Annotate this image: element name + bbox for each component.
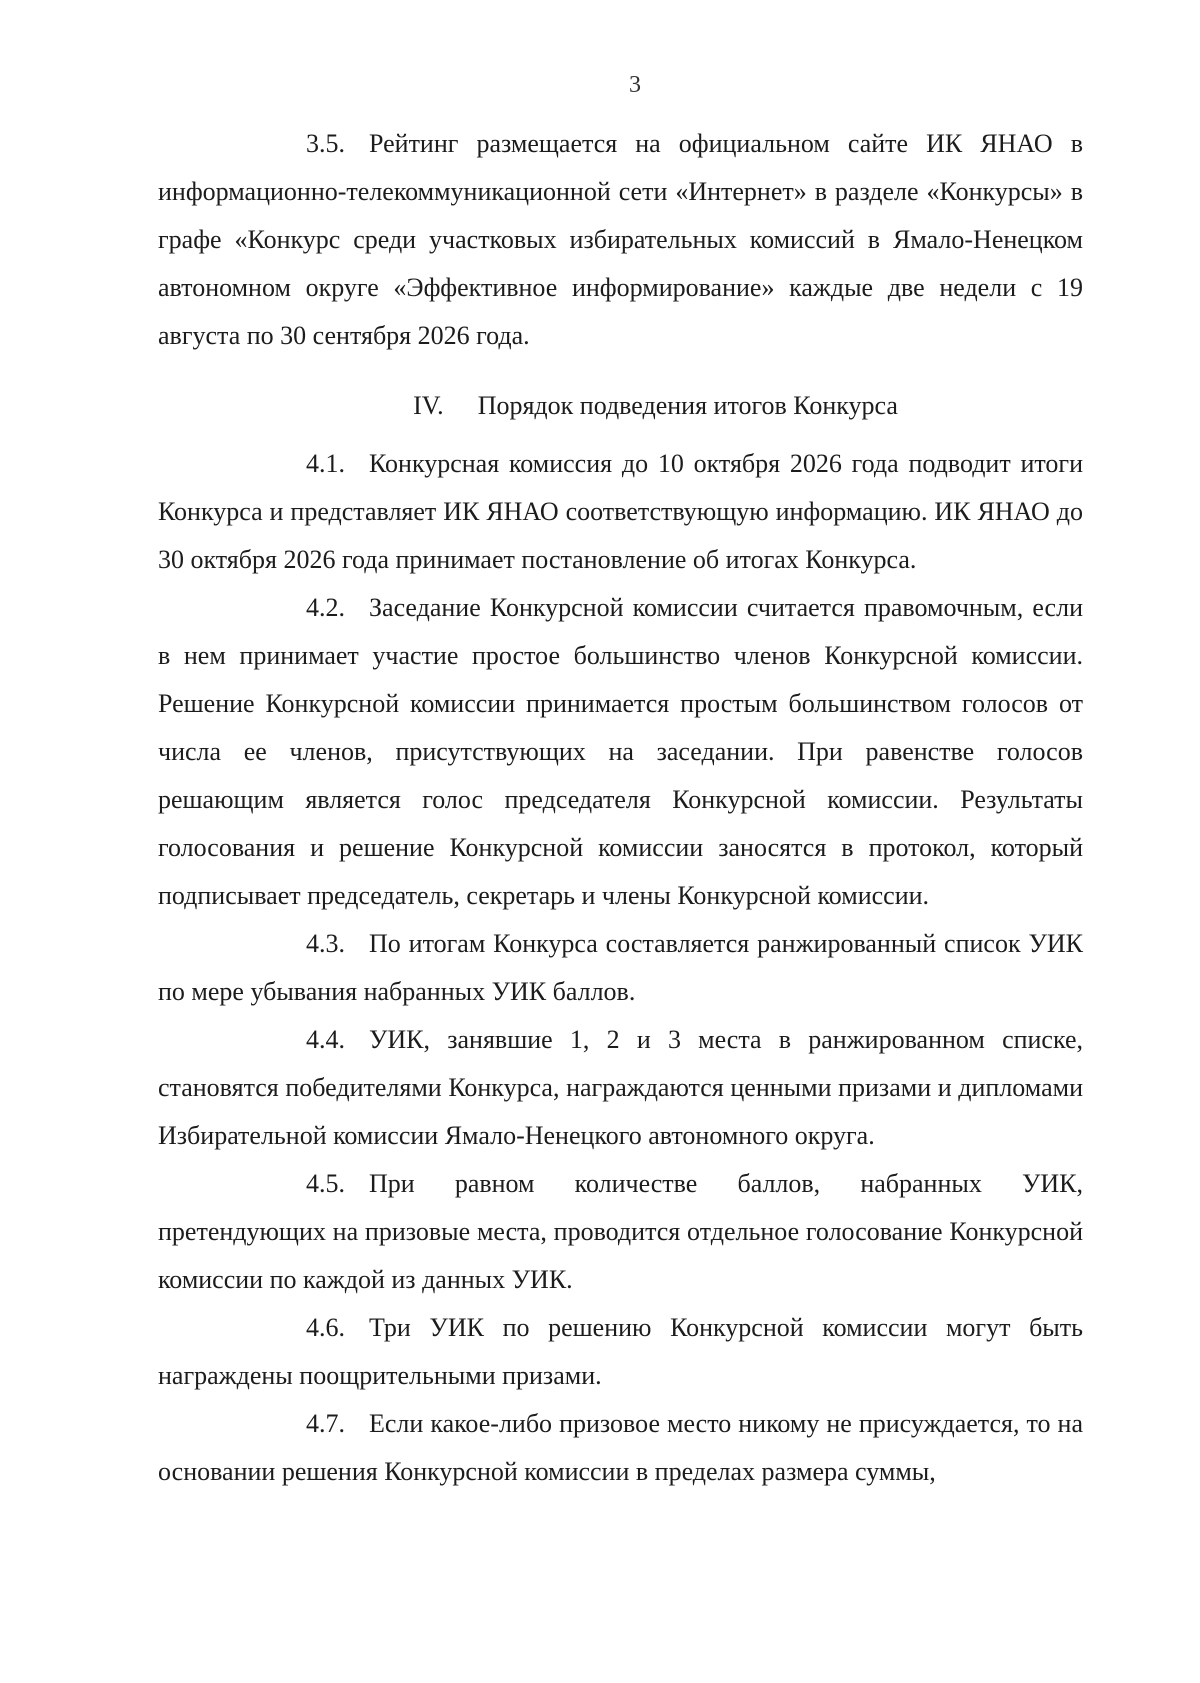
section-title: Порядок подведения итогов Конкурса	[477, 391, 898, 420]
paragraph-number: 4.3.	[306, 929, 345, 958]
paragraph-4-5	[158, 1160, 1083, 1304]
paragraph-text: По итогам Конкурса составляется ранжированный список УИК по мере убывания набранных УИК баллов.	[158, 929, 1083, 1006]
paragraph-number: 4.4.	[306, 1025, 345, 1054]
document-body	[158, 120, 1083, 1496]
paragraph-4-2	[158, 584, 1083, 920]
paragraph-4-6	[158, 1304, 1083, 1400]
section-heading	[158, 382, 1083, 430]
paragraph-4-3	[158, 920, 1083, 1016]
paragraph-text: При равном количестве баллов, набранных УИК, претендующих на призовые места, проводится отдельное голосование Конкурсной комиссии по каждой из данных УИК.	[158, 1169, 1083, 1294]
paragraph-text: Конкурсная комиссия до 10 октября 2026 года подводит итоги Конкурса и представляет ИК ЯНАО соответствующую информацию. ИК ЯНАО до 30 октября 2026 года принимает постановление об итогах Конкурса.	[158, 449, 1083, 574]
paragraph-text: Заседание Конкурсной комиссии считается правомочным, если в нем принимает участие простое большинство членов Конкурсной комиссии. Решение Конкурсной комиссии принимается простым большинством голосов от числа ее членов, присутствующих на заседании. При равенстве голосов решающим является голос председателя Конкурсной комиссии. Результаты голосования и решение Конкурсной комиссии заносятся в протокол, который подписывает председатель, секретарь и члены Конкурсной комиссии.	[158, 593, 1083, 910]
paragraph-number: 4.2.	[306, 593, 345, 622]
paragraph-text: УИК, занявшие 1, 2 и 3 места в ранжированном списке, становятся победителями Конкурса, награждаются ценными призами и дипломами Избирательной комиссии Ямало-Ненецкого автономного округа.	[158, 1025, 1083, 1150]
paragraph-number: 4.5.	[306, 1169, 345, 1198]
paragraph-text: Рейтинг размещается на официальном сайте ИК ЯНАО в информационно-телекоммуникационной сети «Интернет» в разделе «Конкурсы» в графе «Конкурс среди участковых избирательных комиссий в Ямало-Ненецком автономном округе «Эффективное информирование» каждые две недели с 19 августа по 30 сентября 2026 года.	[158, 129, 1083, 350]
paragraph-4-1	[158, 440, 1083, 584]
paragraph-number: 4.6.	[306, 1313, 345, 1342]
paragraph-text: Три УИК по решению Конкурсной комиссии могут быть награждены поощрительными призами.	[158, 1313, 1083, 1390]
paragraph-number: 4.1.	[306, 449, 345, 478]
paragraph-number: 3.5.	[306, 129, 345, 158]
page-number: 3	[629, 72, 641, 98]
paragraph-4-4	[158, 1016, 1083, 1160]
paragraph-3-5	[158, 120, 1083, 360]
paragraph-number: 4.7.	[306, 1409, 345, 1438]
paragraph-text: Если какое-либо призовое место никому не присуждается, то на основании решения Конкурсной комиссии в пределах размера суммы,	[158, 1409, 1083, 1486]
paragraph-4-7	[158, 1400, 1083, 1496]
section-number: IV.	[413, 391, 444, 420]
